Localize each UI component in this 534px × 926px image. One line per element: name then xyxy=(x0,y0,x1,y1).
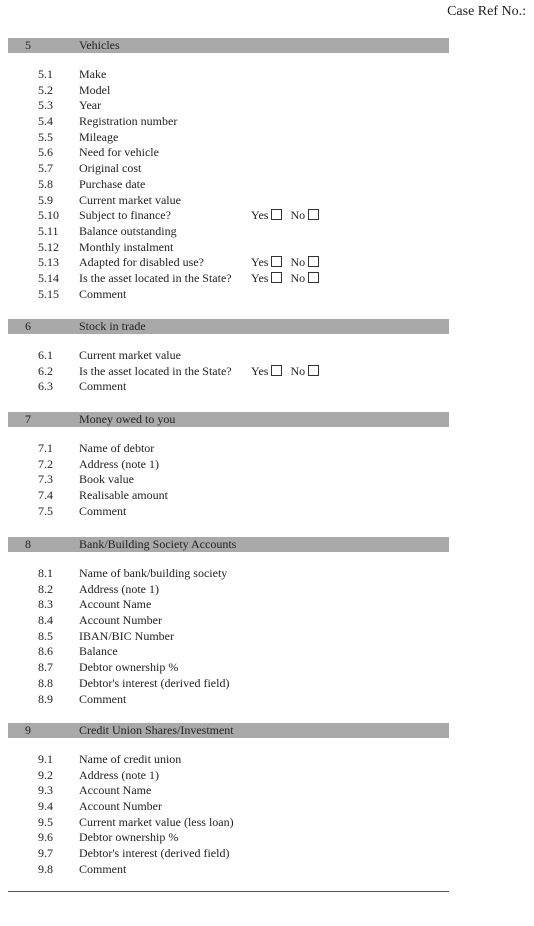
yes-label: Yes xyxy=(251,363,269,378)
field-number: 5.6 xyxy=(38,145,53,160)
field-row xyxy=(8,488,449,504)
field-row xyxy=(8,582,449,598)
no-label: No xyxy=(290,363,306,378)
section-number: 9 xyxy=(25,723,31,737)
field-row xyxy=(8,255,449,271)
bottom-rule xyxy=(8,891,449,892)
field-number: 5.7 xyxy=(38,161,53,176)
field-number: 5.9 xyxy=(38,192,53,207)
yes-no-choice xyxy=(251,208,327,224)
field-label: Model xyxy=(79,82,111,97)
yes-label: Yes xyxy=(251,270,269,285)
field-list xyxy=(8,348,449,395)
field-row xyxy=(8,193,449,209)
field-number: 6.3 xyxy=(38,379,53,394)
no-checkbox[interactable] xyxy=(308,256,319,267)
section-number: 6 xyxy=(25,319,31,333)
field-label: Monthly instalment xyxy=(79,239,174,254)
field-row xyxy=(8,114,449,130)
field-number: 5.3 xyxy=(38,98,53,113)
field-number: 7.3 xyxy=(38,472,53,487)
field-label: Account Name xyxy=(79,783,152,798)
field-row xyxy=(8,768,449,784)
field-label: Comment xyxy=(79,691,127,706)
field-number: 7.1 xyxy=(38,441,53,455)
section-number: 8 xyxy=(25,537,31,551)
section-header xyxy=(8,537,449,552)
field-row xyxy=(8,379,449,395)
field-label: Subject to finance? xyxy=(79,208,171,223)
field-label: Is the asset located in the State? xyxy=(79,270,232,285)
field-label: Comment xyxy=(79,503,127,518)
section-8 xyxy=(8,537,449,706)
field-label: Year xyxy=(79,98,102,113)
field-number: 6.1 xyxy=(38,348,53,362)
section-header xyxy=(8,412,449,427)
field-row xyxy=(8,98,449,114)
section-title: Vehicles xyxy=(79,38,120,52)
section-7 xyxy=(8,412,449,518)
field-row xyxy=(8,67,449,83)
field-number: 8.1 xyxy=(38,566,53,580)
field-label: Need for vehicle xyxy=(79,145,159,160)
field-label: Account Number xyxy=(79,613,162,628)
field-row xyxy=(8,457,449,473)
field-row xyxy=(8,348,449,364)
field-number: 9.8 xyxy=(38,861,53,876)
field-row xyxy=(8,815,449,831)
field-number: 7.4 xyxy=(38,488,53,503)
field-row xyxy=(8,783,449,799)
field-label: Address (note 1) xyxy=(79,767,159,782)
field-row xyxy=(8,364,449,380)
field-number: 6.2 xyxy=(38,363,53,378)
field-number: 8.8 xyxy=(38,675,53,690)
field-row xyxy=(8,224,449,240)
section-header xyxy=(8,319,449,334)
yes-checkbox[interactable] xyxy=(271,209,282,220)
field-label: Make xyxy=(79,67,107,81)
field-number: 9.2 xyxy=(38,767,53,782)
field-number: 9.3 xyxy=(38,783,53,798)
no-checkbox[interactable] xyxy=(308,365,319,376)
field-list xyxy=(8,566,449,707)
field-number: 8.4 xyxy=(38,613,53,628)
field-label: Name of bank/building society xyxy=(79,566,228,580)
section-title: Bank/Building Society Accounts xyxy=(79,537,237,551)
yes-no-choice xyxy=(251,255,327,271)
field-number: 5.2 xyxy=(38,82,53,97)
field-row xyxy=(8,472,449,488)
field-row xyxy=(8,130,449,146)
field-row xyxy=(8,287,449,303)
field-row xyxy=(8,504,449,520)
field-row xyxy=(8,208,449,224)
yes-checkbox[interactable] xyxy=(271,272,282,283)
yes-checkbox[interactable] xyxy=(271,256,282,267)
section-number: 7 xyxy=(25,412,31,426)
yes-checkbox[interactable] xyxy=(271,365,282,376)
field-label: Address (note 1) xyxy=(79,456,159,471)
yes-no-choice xyxy=(251,271,327,287)
field-number: 9.4 xyxy=(38,799,53,814)
field-label: Registration number xyxy=(79,114,178,129)
field-row xyxy=(8,830,449,846)
field-number: 8.6 xyxy=(38,644,53,659)
field-label: Account Number xyxy=(79,799,162,814)
field-number: 8.3 xyxy=(38,597,53,612)
field-label: Name of credit union xyxy=(79,752,182,766)
field-row xyxy=(8,161,449,177)
field-row xyxy=(8,676,449,692)
field-label: Account Name xyxy=(79,597,152,612)
field-label: Current market value (less loan) xyxy=(79,814,234,829)
field-label: Is the asset located in the State? xyxy=(79,363,232,378)
field-number: 5.5 xyxy=(38,129,53,144)
section-header xyxy=(8,723,449,738)
field-number: 5.15 xyxy=(38,286,59,301)
yes-label: Yes xyxy=(251,208,269,223)
field-row xyxy=(8,660,449,676)
field-label: Mileage xyxy=(79,129,119,144)
field-label: Comment xyxy=(79,861,127,876)
case-ref-label: Case Ref No.: xyxy=(447,4,526,19)
field-number: 8.2 xyxy=(38,581,53,596)
section-title: Stock in trade xyxy=(79,319,146,333)
no-checkbox[interactable] xyxy=(308,209,319,220)
field-row xyxy=(8,240,449,256)
field-label: Book value xyxy=(79,472,134,487)
section-5 xyxy=(8,38,449,301)
no-label: No xyxy=(290,208,306,223)
field-label: Debtor ownership % xyxy=(79,830,179,845)
section-header xyxy=(8,38,449,53)
field-row xyxy=(8,846,449,862)
field-number: 7.5 xyxy=(38,503,53,518)
field-number: 8.9 xyxy=(38,691,53,706)
field-row xyxy=(8,644,449,660)
no-label: No xyxy=(290,270,306,285)
field-label: Current market value xyxy=(79,348,181,362)
field-row xyxy=(8,145,449,161)
no-checkbox[interactable] xyxy=(308,272,319,283)
field-number: 5.14 xyxy=(38,270,59,285)
field-label: IBAN/BIC Number xyxy=(79,628,174,643)
field-list xyxy=(8,441,449,519)
field-number: 5.4 xyxy=(38,114,53,129)
field-number: 7.2 xyxy=(38,456,53,471)
field-number: 5.11 xyxy=(38,223,59,238)
field-row xyxy=(8,597,449,613)
section-title: Money owed to you xyxy=(79,412,176,426)
field-number: 5.13 xyxy=(38,255,59,270)
field-number: 5.12 xyxy=(38,239,59,254)
field-label: Balance outstanding xyxy=(79,223,177,238)
field-label: Adapted for disabled use? xyxy=(79,255,204,270)
field-row xyxy=(8,752,449,768)
field-row xyxy=(8,441,449,457)
field-list xyxy=(8,752,449,878)
field-number: 8.7 xyxy=(38,660,53,675)
field-label: Comment xyxy=(79,286,127,301)
field-label: Name of debtor xyxy=(79,441,155,455)
field-number: 9.6 xyxy=(38,830,53,845)
field-list xyxy=(8,67,449,302)
field-number: 5.8 xyxy=(38,176,53,191)
field-label: Comment xyxy=(79,379,127,394)
field-number: 9.1 xyxy=(38,752,53,766)
field-label: Address (note 1) xyxy=(79,581,159,596)
field-row xyxy=(8,83,449,99)
yes-label: Yes xyxy=(251,255,269,270)
field-label: Realisable amount xyxy=(79,488,168,503)
field-row xyxy=(8,177,449,193)
section-title: Credit Union Shares/Investment xyxy=(79,723,234,737)
field-row xyxy=(8,613,449,629)
field-row xyxy=(8,692,449,708)
field-label: Balance xyxy=(79,644,118,659)
field-label: Debtor ownership % xyxy=(79,660,179,675)
field-row xyxy=(8,862,449,878)
field-row xyxy=(8,271,449,287)
field-label: Debtor's interest (derived field) xyxy=(79,846,230,861)
field-row xyxy=(8,799,449,815)
field-number: 5.1 xyxy=(38,67,53,81)
field-number: 5.10 xyxy=(38,208,59,223)
field-number: 9.7 xyxy=(38,846,53,861)
field-row xyxy=(8,566,449,582)
field-label: Debtor's interest (derived field) xyxy=(79,675,230,690)
field-number: 9.5 xyxy=(38,814,53,829)
no-label: No xyxy=(290,255,306,270)
field-label: Purchase date xyxy=(79,176,146,191)
field-row xyxy=(8,629,449,645)
field-label: Current market value xyxy=(79,192,181,207)
field-number: 8.5 xyxy=(38,628,53,643)
section-6 xyxy=(8,319,449,394)
yes-no-choice xyxy=(251,364,327,380)
section-number: 5 xyxy=(25,38,31,52)
field-label: Original cost xyxy=(79,161,142,176)
section-9 xyxy=(8,723,449,876)
